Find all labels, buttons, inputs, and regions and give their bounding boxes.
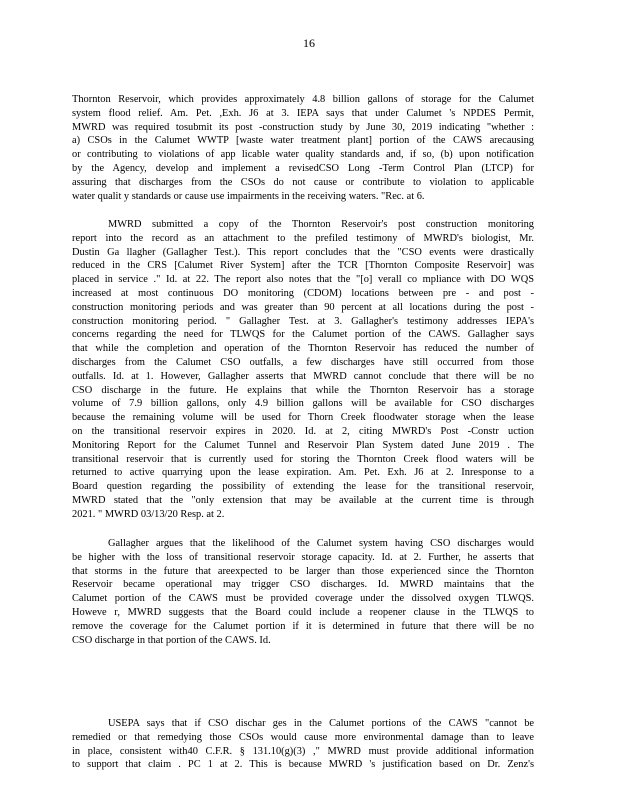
text-line: or contributing to violations of app licable water quality standards and, if so, (b) upon notification <box>72 149 534 161</box>
text-line: to support that claim . PC 1 at 2. This is because MWRD 's justification based on Dr. Zenz's <box>72 759 534 771</box>
text-line: remove the coverage for the Calumet portion if it is determined in future that there will be no <box>72 620 534 632</box>
text-line: that storms in the future that areexpected to be larger than those experienced since the Thornton <box>72 565 534 577</box>
text-line: Calumet portion of the CAWS must be provided coverage under the dissolved oxygen TLWQS. <box>72 593 534 605</box>
text-line: construction monitoring period. " Gallagher Test. at 3. Gallagher's testimony addresses IEPA's <box>72 315 534 327</box>
text-line: Howeve r, MWRD suggests that the Board could include a reopener clause in the TLWQS to <box>72 606 534 618</box>
text-line: report into the record as an attachment to the prefiled testimony of MWRD's biologist, Mr. <box>72 232 534 244</box>
text-line: MWRD submitted a copy of the Thornton Reservoir's post construction monitoring <box>108 219 534 230</box>
paragraph-4 <box>72 717 534 772</box>
text-line: reduced in the CRS [Calumet River System] after the TCR [Thornton Composite Reservoir] was <box>72 260 534 272</box>
text-line: a) CSOs in the Calumet WWTP [waste water treatment plant] portion of the CAWS arecausing <box>72 135 534 147</box>
text-line: construction monitoring periods and was greater than 90 percent at all locations during the post - <box>72 301 534 313</box>
text-line: Gallagher argues that the likelihood of the Calumet system having CSO discharges would <box>108 538 534 549</box>
paragraph-3 <box>72 537 534 647</box>
text-line: volume of 7.9 billion gallons, only 4.9 billion gallons will be available for CSO discharges <box>72 398 534 410</box>
text-line: Monitoring Report for the Calumet Tunnel and Reservoir Plan System dated June 2019 . The <box>72 439 534 451</box>
text-line: placed in service ." Id. at 22. The report also notes that the "[o] verall co mpliance with DO WQS <box>72 274 534 286</box>
text-line: because the remaining volume will be used for Thorn Creek floodwater storage when the lease <box>72 412 534 424</box>
text-line: be higher with the loss of transitional reservoir storage capacity. Id. at 2. Further, he asserts that <box>72 551 534 563</box>
text-line: outfalls. Id. at 1. However, Gallagher asserts that MWRD cannot conclude that there will be no <box>72 370 534 382</box>
text-line: by the Agency, develop and implement a revisedCSO Long -Term Control Plan (LTCP) for <box>72 162 534 174</box>
text-line: USEPA says that if CSO dischar ges in the Calumet portions of the CAWS "cannot be <box>108 718 534 729</box>
paragraph-2 <box>72 218 534 522</box>
text-line: remedied or that remedying those CSOs would cause more environmental damage than to leave <box>72 731 534 743</box>
text-line: returned to active quarrying upon the lease expiration. Am. Pet. Exh. J6 at 2. Inresponse to a <box>72 467 534 479</box>
text-line: assuring that discharges from the CSOs do not cause or contribute to violation to applicable <box>72 176 534 188</box>
text-line: discharges from the Calumet CSO outfalls, a few discharges have still occurred from those <box>72 356 534 368</box>
text-line: CSO discharge in that portion of the CAWS. Id. <box>72 634 271 646</box>
text-line: MWRD was required tosubmit its post -construction study by June 30, 2019 indicating "whether : <box>72 121 534 133</box>
text-line: concerns regarding the need for TLWQS for the Calumet portion of the CAWS. Gallagher says <box>72 329 534 341</box>
text-line: system flood relief. Am. Pet. ,Exh. J6 at 3. IEPA says that under Calumet 's NPDES Permit, <box>72 107 534 119</box>
text-line: CSO discharge in the future. He explains that while the Thornton Reservoir has a storage <box>72 384 534 396</box>
text-line: that while the completion and operation of the Thornton Reservoir has reduced the number of <box>72 343 534 355</box>
text-line: increased at most continuous DO monitoring (CDOM) locations between pre - and post - <box>72 287 534 299</box>
text-line: Reservoir became operational may trigger CSO discharges. Id. MWRD maintains that the <box>72 579 534 591</box>
text-line: Board question regarding the possibility of extending the lease for the transitional reservoir, <box>72 481 534 493</box>
text-line: Thornton Reservoir, which provides approximately 4.8 billion gallons of storage for the Calumet <box>72 94 534 105</box>
text-line: MWRD stated that the "only extension that may be available at the current time is through <box>72 494 534 506</box>
text-line: on the transitional reservoir expires in 2020. Id. at 2, citing MWRD's Post -Constr uction <box>72 425 534 437</box>
paragraph-1 <box>72 93 534 203</box>
text-line: 2021. " MWRD 03/13/20 Resp. at 2. <box>72 508 225 520</box>
text-line: Dustin Ga llagher (Gallagher Test.). This report concludes that the "CSO events were drastically <box>72 246 534 258</box>
text-line: in place, consistent with40 C.F.R. § 131.10(g)(3) ," MWRD must provide additional information <box>72 745 534 757</box>
text-line: water qualit y standards or cause use impairments in the receiving waters. "Rec. at 6. <box>72 190 425 202</box>
page-number: 16 <box>303 36 315 50</box>
text-line: transitional reservoir that is currently used for storing the Thornton Creek flood waters will be <box>72 453 534 465</box>
